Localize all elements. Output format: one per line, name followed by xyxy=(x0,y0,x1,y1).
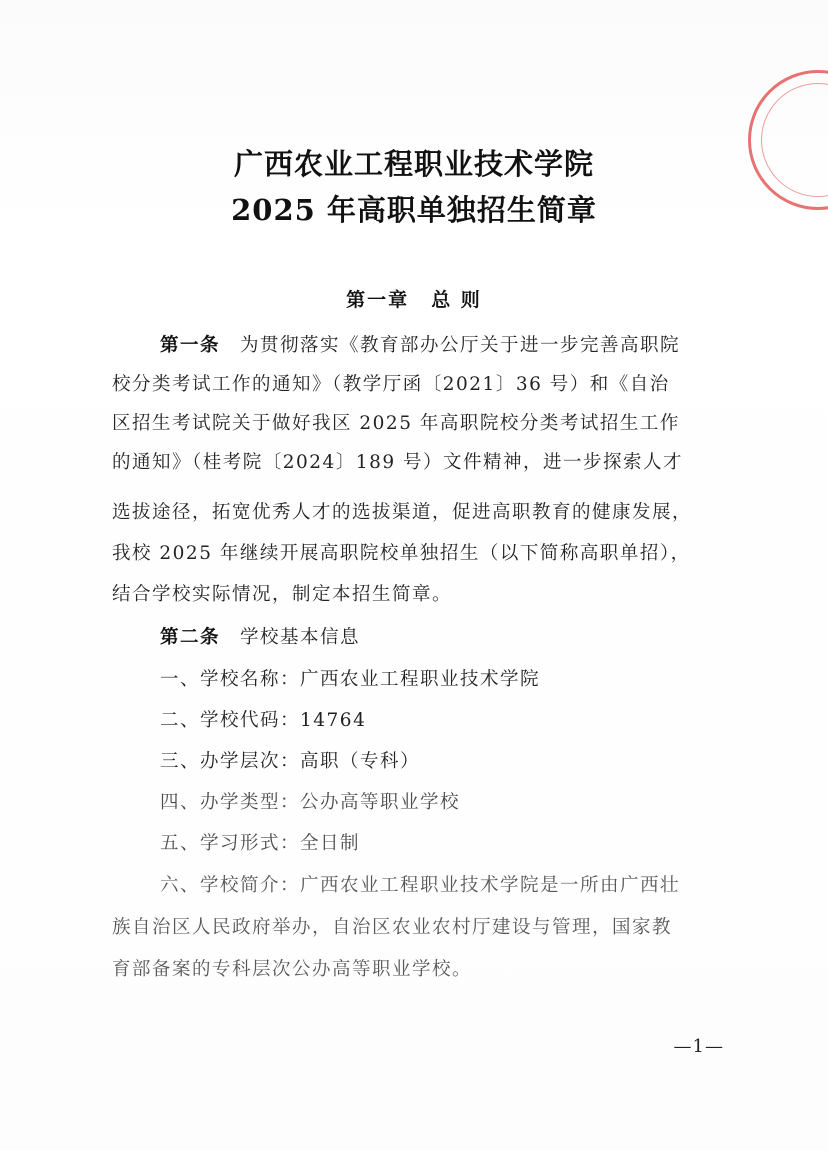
article1-line-3: 区招生考试院关于做好我区 2025 年高职院校分类考试招生工作 xyxy=(112,413,680,434)
article1-line-6: 我校 2025 年继续开展高职院校单独招生（以下简称高职单招）， xyxy=(112,543,691,564)
article1-line-5: 选拔途径，拓宽优秀人才的选拔渠道，促进高职教育的健康发展， xyxy=(112,502,693,523)
chapter-name: 总 则 xyxy=(431,289,482,311)
intro-line-3: 育部备案的专科层次公办高等职业学校。 xyxy=(112,959,473,980)
info-item-level: 三、办学层次：高职（专科） xyxy=(160,751,421,772)
document-title-line1: 广西农业工程职业技术学院 xyxy=(233,147,594,181)
article1-line-1: 第一条 为贯彻落实《教育部办公厅关于进一步完善高职院 xyxy=(160,335,681,356)
info-item-type: 四、办学类型：公办高等职业学校 xyxy=(160,792,461,813)
intro-line-1: 六、学校简介：广西农业工程职业技术学院是一所由广西壮 xyxy=(160,875,681,896)
article2-label: 第二条 xyxy=(160,627,221,648)
article1-line-2: 校分类考试工作的通知》（教学厅函〔2021〕36 号）和《自治 xyxy=(112,374,670,395)
document-title-line2: 2025 年高职单独招生简章 xyxy=(231,193,597,227)
chapter-number: 第一章 xyxy=(346,289,410,311)
article1-line-4: 的通知》（桂考院〔2024〕189 号）文件精神，进一步探索人才 xyxy=(112,452,684,473)
article1-label: 第一条 xyxy=(160,335,221,356)
article1-line-7: 结合学校实际情况，制定本招生简章。 xyxy=(112,584,453,605)
article2-heading: 学校基本信息 xyxy=(240,627,361,648)
intro-line-2: 族自治区人民政府举办，自治区农业农村厅建设与管理，国家教 xyxy=(112,917,673,938)
info-item-school-name: 一、学校名称：广西农业工程职业技术学院 xyxy=(160,669,541,690)
page-number: —1— xyxy=(673,1036,724,1057)
article2-heading-line xyxy=(160,618,360,657)
chapter-heading xyxy=(0,285,828,312)
info-item-form: 五、学习形式：全日制 xyxy=(160,833,361,854)
info-item-school-code: 二、学校代码：14764 xyxy=(160,710,367,731)
